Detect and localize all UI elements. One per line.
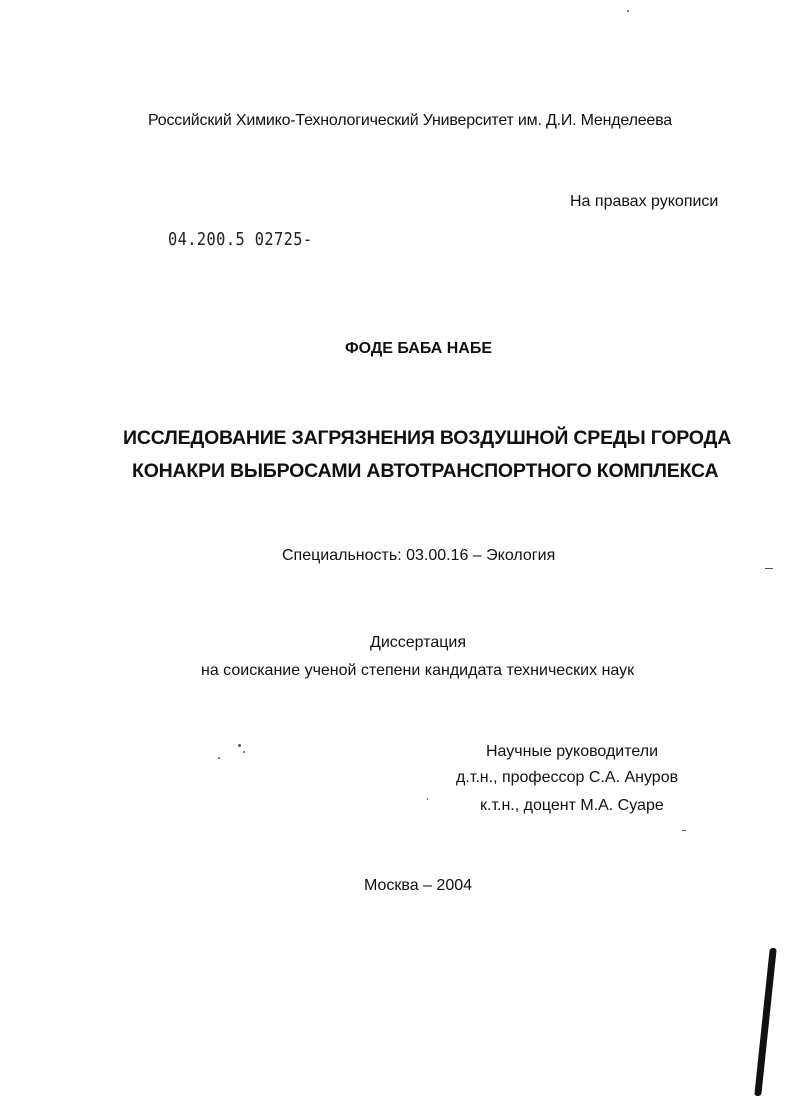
scan-speck [238, 744, 241, 747]
archive-number-stamp: 04.200.5 02725- [168, 229, 313, 250]
specialty: Специальность: 03.00.16 – Экология [282, 547, 556, 564]
rights-note: На правах рукописи [570, 193, 719, 210]
author-name: ФОДЕ БАБА НАБЕ [345, 340, 493, 357]
advisors-heading: Научные руководители [486, 743, 659, 760]
city-year: Москва – 2004 [364, 877, 473, 894]
scan-speck [427, 798, 428, 800]
scan-stroke [754, 948, 777, 1096]
dissertation-subheading: на соискание ученой степени кандидата технических наук [201, 662, 635, 679]
scan-speck [627, 10, 629, 12]
thesis-title-line-1: ИССЛЕДОВАНИЕ ЗАГРЯЗНЕНИЯ ВОЗДУШНОЙ СРЕДЫ ГОРОДА [123, 427, 732, 449]
scan-speck [243, 751, 245, 753]
dissertation-heading: Диссертация [370, 634, 467, 651]
advisor-1: д.т.н., профессор С.А. Ануров [456, 769, 679, 786]
scan-speck [218, 757, 220, 759]
scan-speck [682, 830, 686, 831]
university-name: Российский Химико-Технологический Университет им. Д.И. Менделеева [148, 112, 672, 129]
scan-speck [765, 568, 773, 569]
thesis-title-line-2: КОНАКРИ ВЫБРОСАМИ АВТОТРАНСПОРТНОГО КОМПЛЕКСА [132, 460, 719, 482]
advisor-2: к.т.н., доцент М.А. Суаре [480, 797, 664, 814]
